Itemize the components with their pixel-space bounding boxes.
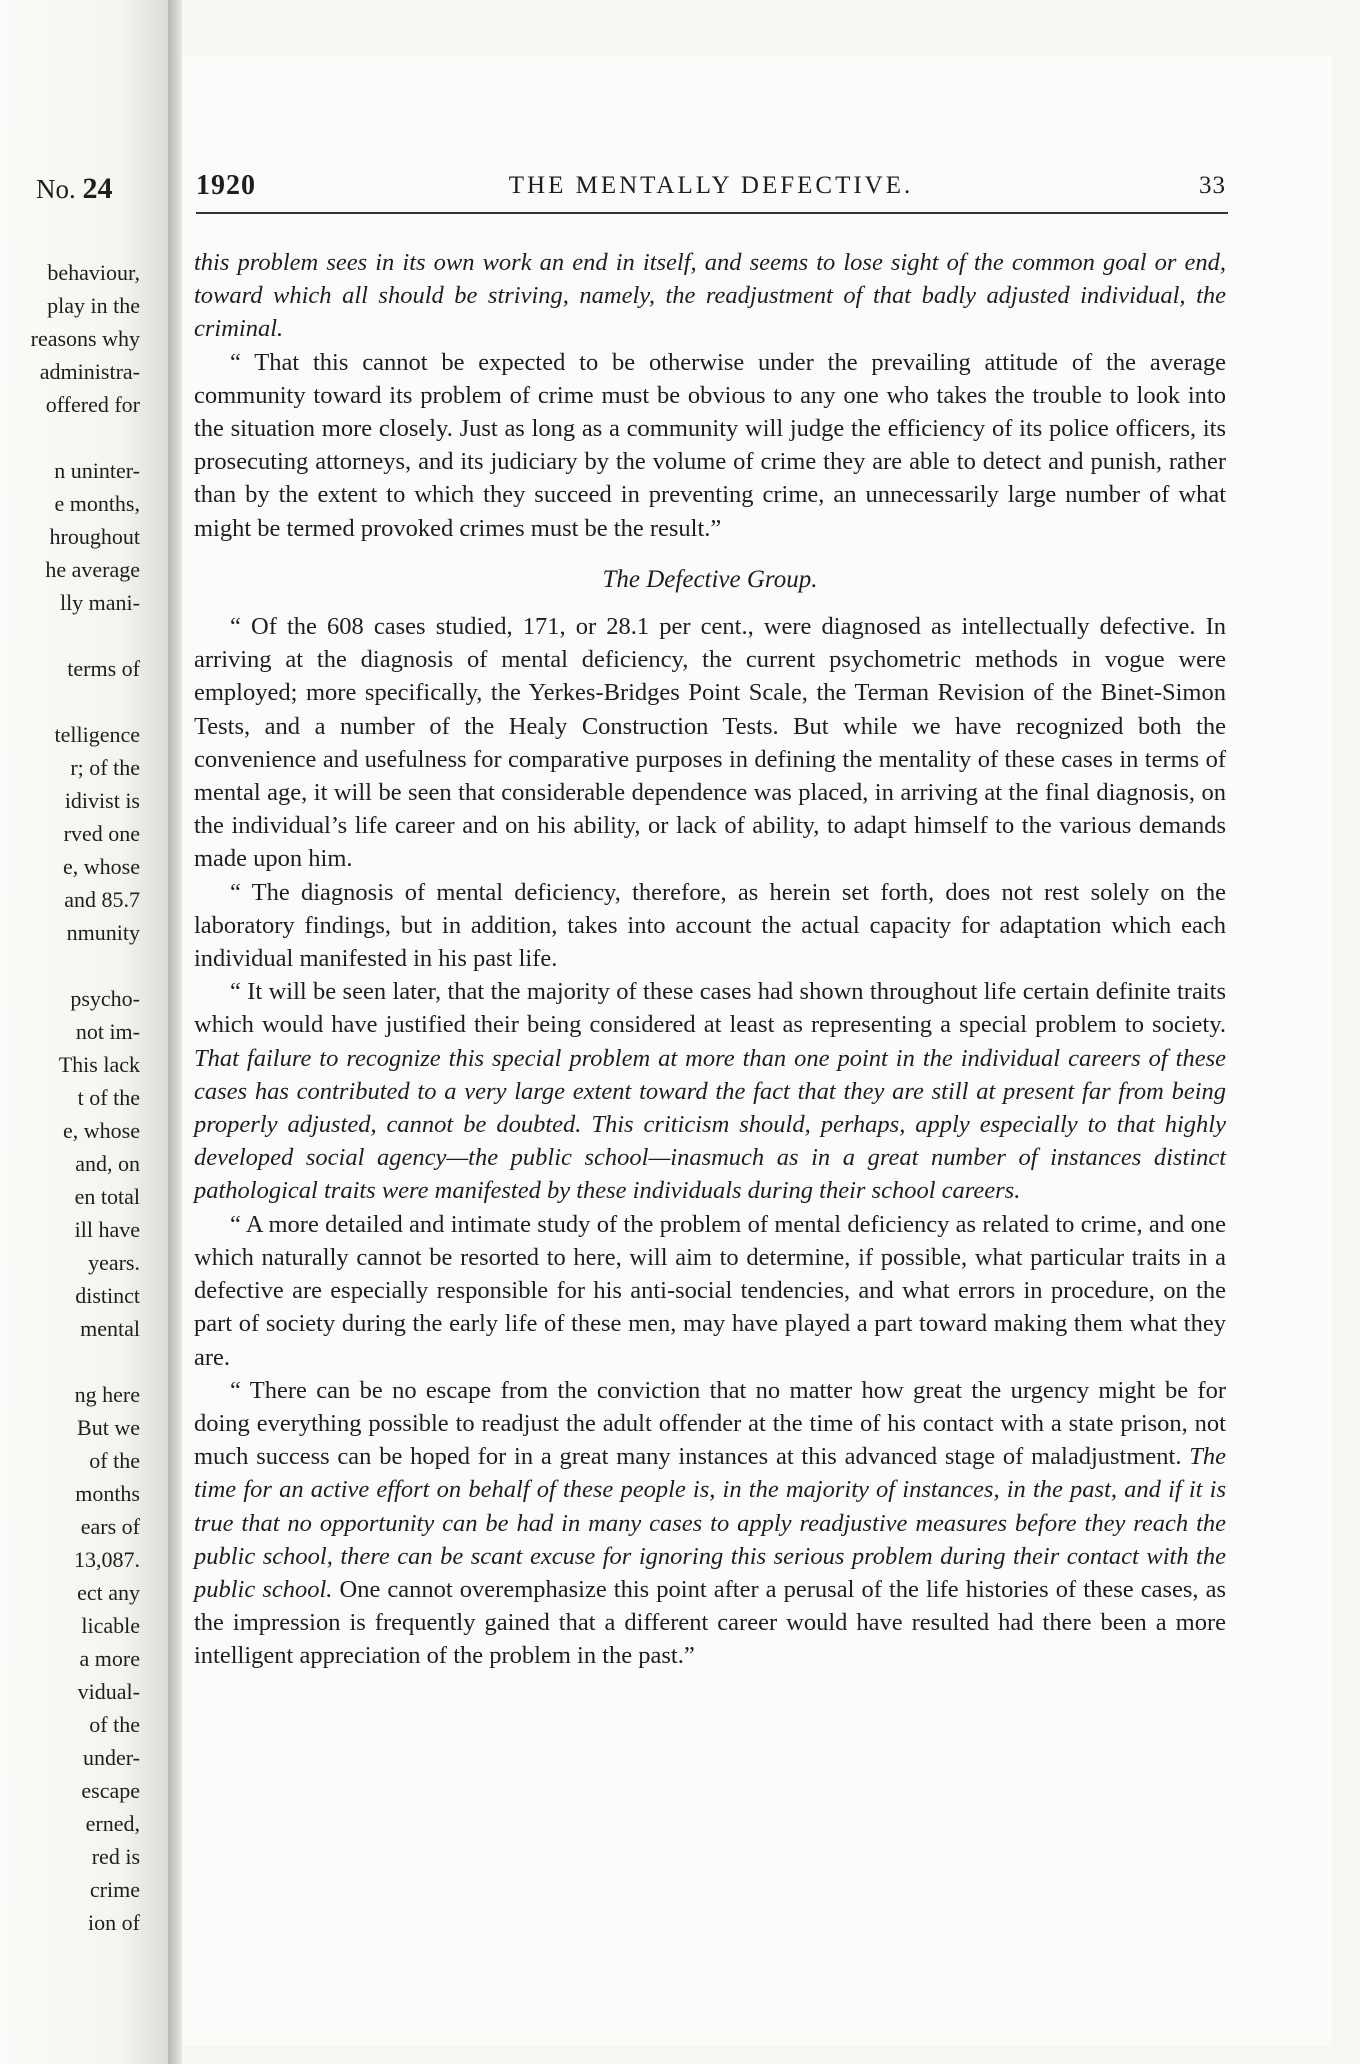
left-page-line	[0, 1345, 140, 1378]
left-page-line: nmunity	[66, 920, 140, 945]
left-page-fragment	[0, 0, 172, 2064]
left-page-line: of the	[89, 1712, 140, 1737]
left-page-line: months	[75, 1481, 140, 1506]
left-page-line	[0, 421, 140, 454]
left-page-line: en total	[74, 1184, 140, 1209]
left-page-line: mental	[80, 1316, 140, 1341]
paragraph-1: this problem sees in its own work an end in itself, and seems to lose sight of the common goal or end, toward which all should be striving, namely, the readjustment of that badly adjusted individual, the criminal.	[194, 249, 1226, 343]
left-page-line: telligence	[54, 722, 140, 747]
left-page-line: reasons why	[30, 326, 140, 351]
left-page-line: and, on	[75, 1151, 140, 1176]
left-page-line: terms of	[67, 656, 140, 681]
left-page-text	[0, 256, 140, 1939]
section-heading: The Defective Group.	[602, 565, 818, 593]
left-page-line: lly mani-	[59, 590, 140, 615]
page-number: 33	[1199, 172, 1226, 199]
paragraph-4: “ The diagnosis of mental deficiency, therefore, as herein set forth, does not rest solely on the laboratory findings, but in addition, takes into account the actual capacity for adaptation which each individual manifested in his past life.	[194, 878, 1226, 973]
left-page-line: vidual-	[77, 1679, 140, 1704]
running-header	[196, 170, 1226, 210]
left-page-line: rved one	[63, 821, 140, 846]
book-gutter	[168, 0, 182, 2064]
left-page-line: distinct	[75, 1283, 140, 1308]
issue-label: No.	[36, 174, 76, 204]
left-page-line: e, whose	[63, 1118, 140, 1143]
left-page-line: erned,	[85, 1811, 140, 1836]
body-text	[194, 246, 1226, 1673]
left-page-line: This lack	[58, 1052, 140, 1077]
left-page-line: But we	[77, 1415, 140, 1440]
left-page-line: not im-	[75, 1019, 140, 1044]
left-page-line: ill have	[74, 1217, 140, 1242]
left-page-line: play in the	[47, 293, 140, 318]
left-page-line: r; of the	[70, 755, 140, 780]
left-page-line: ion of	[88, 1910, 140, 1935]
header-title: THE MENTALLY DEFECTIVE.	[508, 172, 914, 199]
left-page-line: years.	[88, 1250, 140, 1275]
paragraph-5: “ It will be seen later, that the majority of these cases had shown throughout life certain definite traits which would have justified their being considered at least as representing a special problem to society. That failure to recognize this special problem at more than one point in the individual careers of these cases has contributed to a very large extent toward the fact that they are still at present far from being properly adjusted, cannot be doubted. This criticism should, perhaps, apply especially to that highly developed social agency—the public school—inasmuch as in a great number of instances distinct pathological traits were manifested by these individuals during their school careers.	[194, 978, 1226, 1205]
left-page-line: of the	[89, 1448, 140, 1473]
header-rule	[196, 212, 1228, 214]
left-page-header	[36, 172, 113, 206]
right-page	[182, 56, 1332, 2046]
left-page-line: under-	[83, 1745, 140, 1770]
left-page-line	[0, 619, 140, 652]
left-page-line: e months,	[54, 491, 140, 516]
left-page-line: ng here	[74, 1382, 140, 1407]
paragraph-3: “ Of the 608 cases studied, 171, or 28.1 per cent., were diagnosed as intellectually defective. In arriving at the diagnosis of mental deficiency, the current psychometric methods in vogue were employed; more specifically, the Yerkes-Bridges Point Scale, the Terman Revision of the Binet-Simon Tests, and a number of the Healy Construction Tests. But while we have recognized both the convenience and usefulness for comparative purposes in defining the mentality of these cases in terms of mental age, it will be seen that considerable dependence was placed, in arriving at the final diagnosis, on the individual’s life career and on his ability, or lack of ability, to adapt himself to the various demands made upon him.	[194, 613, 1226, 873]
left-page-line: crime	[89, 1877, 140, 1902]
left-page-line	[0, 949, 140, 982]
left-page-line: licable	[81, 1613, 140, 1638]
left-page-line: and 85.7	[64, 887, 140, 912]
left-page-line: offered for	[45, 392, 140, 417]
issue-number: 24	[82, 172, 113, 205]
left-page-line: ears of	[80, 1514, 140, 1539]
left-page-line: t of the	[77, 1085, 140, 1110]
left-page-line: idivist is	[64, 788, 140, 813]
left-page-line: psycho-	[70, 986, 140, 1011]
header-year: 1920	[196, 170, 256, 201]
paragraph-6: “ A more detailed and intimate study of the problem of mental deficiency as related to crime, and one which naturally cannot be resorted to here, will aim to determine, if possible, what particular traits in a defective are especially responsible for his anti-social tendencies, and what errors in procedure, on the part of society during the early life of these men, may have played a part toward making them what they are.	[194, 1210, 1226, 1371]
left-page-line: hroughout	[49, 524, 140, 549]
left-page-line: a more	[79, 1646, 140, 1671]
paragraph-2: “ That this cannot be expected to be otherwise under the prevailing attitude of the average community toward its problem of crime must be obvious to any one who takes the trouble to look into the situation more closely. Just as long as a community will judge the efficiency of its police officers, its prosecuting attorneys, and its judiciary by the volume of crime they are able to detect and punish, rather than by the extent to which they succeed in preventing crime, an unnecessarily large number of what might be termed provoked crimes must be the result.”	[194, 348, 1226, 542]
left-page-line: ect any	[77, 1580, 140, 1605]
left-page-line: escape	[81, 1778, 140, 1803]
left-page-line	[0, 685, 140, 718]
left-page-line: red is	[91, 1844, 140, 1869]
left-page-line: behaviour,	[47, 260, 140, 285]
left-page-line: e, whose	[63, 854, 140, 879]
left-page-line: administra-	[39, 359, 140, 384]
left-page-line: n uninter-	[54, 458, 140, 483]
left-page-line: he average	[45, 557, 140, 582]
paragraph-7: “ There can be no escape from the conviction that no matter how great the urgency might be for doing everything possible to readjust the adult offender at the time of his contact with a state prison, not much success can be hoped for in a great many instances at this advanced stage of maladjustment. The time for an active effort on behalf of these people is, in the majority of instances, in the past, and if it is true that no opportunity can be had in many cases to apply readjustive measures before they reach the public school, there can be scant excuse for ignoring this serious problem during their contact with the public school. One cannot overemphasize this point after a perusal of the life histories of these cases, as the impression is frequently gained that a different career would have resulted had there been a more intelligent appreciation of the problem in the past.”	[194, 1376, 1227, 1670]
left-page-line: 13,087.	[74, 1547, 140, 1572]
